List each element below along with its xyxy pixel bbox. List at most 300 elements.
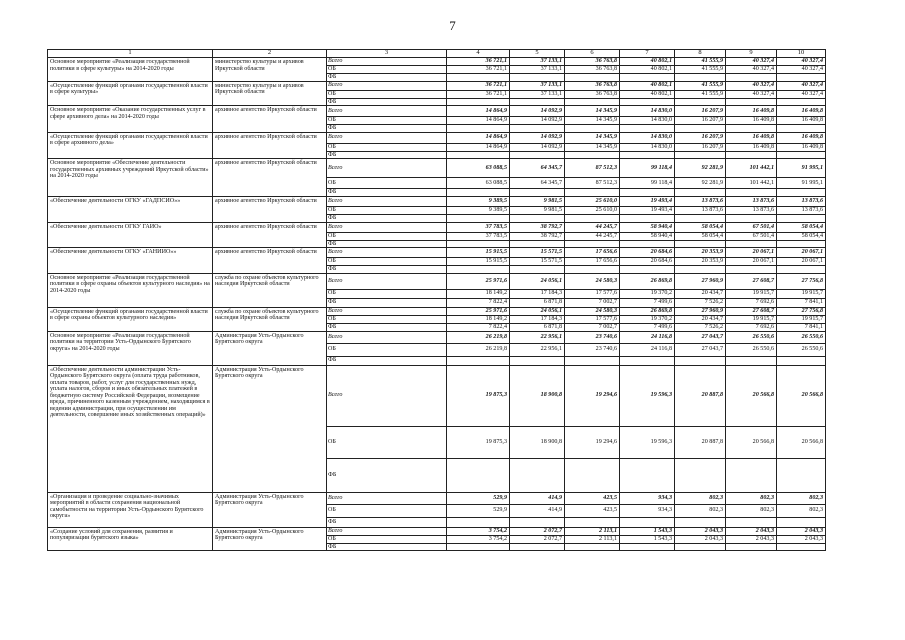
amount-cell: 16 409,8 xyxy=(726,117,777,125)
amount-cell: 19 915,7 xyxy=(777,315,826,323)
amount-cell: 26 550,6 xyxy=(726,331,777,343)
amount-cell: 414,9 xyxy=(510,492,565,504)
funding-source-total: Всего xyxy=(327,307,447,315)
amount-cell: 22 956,1 xyxy=(510,343,565,356)
amount-cell: 20 566,8 xyxy=(726,365,777,426)
amount-cell xyxy=(510,98,565,106)
amount-cell: 16 409,8 xyxy=(726,106,777,117)
amount-cell xyxy=(675,356,726,365)
amount-cell: 2 043,3 xyxy=(726,535,777,543)
amount-cell xyxy=(565,356,620,365)
amount-cell: 802,3 xyxy=(777,492,826,504)
amount-cell: 13 873,6 xyxy=(675,197,726,207)
funding-source-total: Всего xyxy=(327,492,447,504)
amount-cell: 18 900,8 xyxy=(510,365,565,426)
amount-cell: 40 327,4 xyxy=(777,66,826,74)
funding-source-total: Всего xyxy=(327,159,447,178)
page-number: 7 xyxy=(449,18,456,33)
funding-source-fb: ФБ xyxy=(327,266,447,274)
amount-cell: 1 543,3 xyxy=(620,535,675,543)
measure-name: «Обеспечение деятельности ОГКУ ГАИО» xyxy=(48,222,213,248)
amount-cell: 25 610,0 xyxy=(565,197,620,207)
funding-source-ob: ОБ xyxy=(327,66,447,74)
amount-cell: 7 499,6 xyxy=(620,298,675,307)
measure-name: Основное мероприятие «Обеспечение деятельности государственных архивных учреждений Иркутской области» на 2014-2020 годы xyxy=(48,159,213,197)
amount-cell: 67 501,4 xyxy=(726,232,777,240)
measure-name: «Осуществление функций органами государственной власти в сфере охраны объектов культурного наследия» xyxy=(48,307,213,331)
amount-cell: 17 577,6 xyxy=(565,315,620,323)
amount-cell: 92 281,9 xyxy=(675,178,726,189)
funding-source-fb: ФБ xyxy=(327,323,447,331)
amount-cell: 13 873,6 xyxy=(726,207,777,215)
amount-cell: 19 294,6 xyxy=(565,426,620,458)
amount-cell xyxy=(777,356,826,365)
amount-cell: 3 754,2 xyxy=(447,527,510,535)
amount-cell: 14 345,9 xyxy=(565,132,620,143)
amount-cell xyxy=(447,266,510,274)
executor-name: архивное агентство Иркутской области xyxy=(213,197,327,223)
amount-cell: 802,3 xyxy=(675,504,726,517)
amount-cell: 37 133,1 xyxy=(510,58,565,66)
funding-source-ob: ОБ xyxy=(327,289,447,298)
amount-cell: 6 871,8 xyxy=(510,298,565,307)
funding-source-ob: ОБ xyxy=(327,504,447,517)
amount-cell: 7 002,7 xyxy=(565,323,620,331)
amount-cell: 7 822,4 xyxy=(447,323,510,331)
amount-cell: 7 526,2 xyxy=(675,298,726,307)
amount-cell: 14 092,9 xyxy=(510,143,565,151)
column-number: 1 xyxy=(48,50,213,58)
amount-cell: 27 608,7 xyxy=(726,273,777,289)
amount-cell xyxy=(447,517,510,527)
amount-cell xyxy=(565,458,620,492)
amount-cell xyxy=(675,98,726,106)
amount-cell: 15 571,5 xyxy=(510,248,565,258)
funding-source-ob: ОБ xyxy=(327,535,447,543)
amount-cell: 802,3 xyxy=(726,504,777,517)
amount-cell xyxy=(777,215,826,223)
amount-cell: 37 783,5 xyxy=(447,232,510,240)
amount-cell: 9 981,5 xyxy=(510,197,565,207)
amount-cell: 529,9 xyxy=(447,504,510,517)
amount-cell: 18 149,2 xyxy=(447,315,510,323)
amount-cell: 101 442,1 xyxy=(726,159,777,178)
amount-cell xyxy=(675,151,726,159)
measure-name: Основное мероприятие «Реализация государственной политики на территории Усть-Ордынского Бурятского округа» на 2014-2020 годы xyxy=(48,331,213,365)
funding-source-fb: ФБ xyxy=(327,215,447,223)
amount-cell xyxy=(565,74,620,82)
amount-cell: 24 116,8 xyxy=(620,343,675,356)
amount-cell: 9 981,5 xyxy=(510,207,565,215)
amount-cell xyxy=(726,98,777,106)
amount-cell xyxy=(620,517,675,527)
amount-cell xyxy=(620,125,675,133)
amount-cell: 37 133,1 xyxy=(510,81,565,90)
measure-name: «Осуществление функций органами государственной власти в сфере культуры» xyxy=(48,81,213,106)
funding-source-fb: ФБ xyxy=(327,151,447,159)
amount-cell: 26 869,8 xyxy=(620,273,675,289)
measure-name: «Обеспечение деятельности ОГКУ «ГАНИИО»» xyxy=(48,248,213,274)
amount-cell: 36 763,8 xyxy=(565,81,620,90)
amount-cell xyxy=(726,266,777,274)
funding-source-ob: ОБ xyxy=(327,232,447,240)
amount-cell: 423,5 xyxy=(565,504,620,517)
amount-cell: 17 656,6 xyxy=(565,248,620,258)
amount-cell: 40 802,1 xyxy=(620,58,675,66)
amount-cell xyxy=(777,543,826,551)
amount-cell xyxy=(777,240,826,248)
amount-cell: 19 915,7 xyxy=(726,315,777,323)
amount-cell: 2 043,3 xyxy=(777,527,826,535)
amount-cell: 27 756,8 xyxy=(777,273,826,289)
amount-cell: 20 067,1 xyxy=(777,248,826,258)
amount-cell: 13 873,6 xyxy=(726,197,777,207)
amount-cell: 101 442,1 xyxy=(726,178,777,189)
amount-cell xyxy=(675,215,726,223)
funding-source-total: Всего xyxy=(327,248,447,258)
amount-cell: 14 864,9 xyxy=(447,132,510,143)
executor-name: архивное агентство Иркутской области xyxy=(213,222,327,248)
funding-source-fb: ФБ xyxy=(327,517,447,527)
amount-cell: 20 353,9 xyxy=(675,248,726,258)
amount-cell: 19 370,2 xyxy=(620,315,675,323)
amount-cell: 40 327,4 xyxy=(777,58,826,66)
amount-cell xyxy=(620,151,675,159)
amount-cell xyxy=(726,189,777,197)
amount-cell: 99 118,4 xyxy=(620,159,675,178)
executor-name: Администрация Усть-Ордынского Бурятского округа xyxy=(213,331,327,365)
funding-source-ob: ОБ xyxy=(327,207,447,215)
amount-cell: 38 792,7 xyxy=(510,232,565,240)
amount-cell: 40 327,4 xyxy=(726,90,777,98)
amount-cell: 24 116,8 xyxy=(620,331,675,343)
funding-source-ob: ОБ xyxy=(327,90,447,98)
funding-source-ob: ОБ xyxy=(327,426,447,458)
amount-cell xyxy=(447,458,510,492)
amount-cell: 14 864,9 xyxy=(447,106,510,117)
amount-cell: 7 499,6 xyxy=(620,323,675,331)
table-row-total xyxy=(48,132,826,143)
amount-cell xyxy=(620,266,675,274)
amount-cell: 36 721,1 xyxy=(447,90,510,98)
amount-cell: 7 002,7 xyxy=(565,298,620,307)
amount-cell xyxy=(510,458,565,492)
measure-name: «Осуществление функций органами государственной власти в сфере архивного дела» xyxy=(48,132,213,159)
column-number: 7 xyxy=(620,50,675,58)
amount-cell xyxy=(510,215,565,223)
amount-cell: 7 841,1 xyxy=(777,323,826,331)
table-row-total xyxy=(48,248,826,258)
amount-cell xyxy=(565,151,620,159)
amount-cell: 91 995,1 xyxy=(777,178,826,189)
amount-cell: 13 873,6 xyxy=(777,207,826,215)
table-row-total xyxy=(48,527,826,535)
amount-cell: 36 763,8 xyxy=(565,66,620,74)
amount-cell: 26 550,6 xyxy=(777,343,826,356)
funding-source-fb: ФБ xyxy=(327,298,447,307)
amount-cell: 19 915,7 xyxy=(726,289,777,298)
amount-cell xyxy=(565,215,620,223)
funding-source-total: Всего xyxy=(327,58,447,66)
table-row-total xyxy=(48,331,826,343)
amount-cell: 20 566,8 xyxy=(726,426,777,458)
column-number: 6 xyxy=(565,50,620,58)
amount-cell xyxy=(565,98,620,106)
amount-cell: 24 056,1 xyxy=(510,273,565,289)
amount-cell xyxy=(620,189,675,197)
amount-cell: 529,9 xyxy=(447,492,510,504)
amount-cell xyxy=(620,215,675,223)
amount-cell xyxy=(777,266,826,274)
amount-cell: 20 887,8 xyxy=(675,365,726,426)
amount-cell: 14 345,9 xyxy=(565,106,620,117)
amount-cell: 14 830,0 xyxy=(620,132,675,143)
amount-cell xyxy=(447,240,510,248)
amount-cell: 37 133,1 xyxy=(510,90,565,98)
amount-cell xyxy=(620,356,675,365)
amount-cell: 14 864,9 xyxy=(447,117,510,125)
column-number: 2 xyxy=(213,50,327,58)
measure-name: «Организация и проведение социально-значимых мероприятий в области сохранения национальной самобытности на территории Усть-Ордынского Бурятского округа» xyxy=(48,492,213,527)
amount-cell: 14 830,0 xyxy=(620,106,675,117)
amount-cell: 20 566,8 xyxy=(777,365,826,426)
amount-cell: 14 092,9 xyxy=(510,117,565,125)
amount-cell xyxy=(675,458,726,492)
amount-cell xyxy=(565,543,620,551)
funding-source-total: Всего xyxy=(327,527,447,535)
funding-source-fb: ФБ xyxy=(327,98,447,106)
executor-name: служба по охране объектов культурного наследия Иркутской области xyxy=(213,307,327,331)
amount-cell: 20 684,6 xyxy=(620,248,675,258)
amount-cell: 7 526,2 xyxy=(675,323,726,331)
amount-cell: 44 245,7 xyxy=(565,232,620,240)
table-body xyxy=(48,50,826,551)
amount-cell xyxy=(726,125,777,133)
amount-cell: 17 656,6 xyxy=(565,258,620,266)
table-row-total xyxy=(48,81,826,90)
amount-cell: 20 067,1 xyxy=(777,258,826,266)
amount-cell xyxy=(447,98,510,106)
amount-cell: 2 072,7 xyxy=(510,535,565,543)
amount-cell: 58 054,4 xyxy=(777,222,826,232)
amount-cell xyxy=(620,74,675,82)
amount-cell xyxy=(777,458,826,492)
amount-cell: 27 756,8 xyxy=(777,307,826,315)
amount-cell xyxy=(565,266,620,274)
amount-cell: 19 493,4 xyxy=(620,207,675,215)
amount-cell: 7 692,6 xyxy=(726,323,777,331)
executor-name: министерство культуры и архивов Иркутской области xyxy=(213,81,327,106)
amount-cell xyxy=(620,240,675,248)
amount-cell: 24 056,1 xyxy=(510,307,565,315)
amount-cell: 14 864,9 xyxy=(447,143,510,151)
column-number-row xyxy=(48,50,826,58)
amount-cell: 40 327,4 xyxy=(726,66,777,74)
funding-source-fb: ФБ xyxy=(327,356,447,365)
amount-cell: 9 389,5 xyxy=(447,197,510,207)
amount-cell: 16 409,8 xyxy=(777,143,826,151)
amount-cell: 41 555,9 xyxy=(675,66,726,74)
amount-cell: 36 721,1 xyxy=(447,81,510,90)
amount-cell: 27 960,9 xyxy=(675,307,726,315)
amount-cell: 15 571,5 xyxy=(510,258,565,266)
amount-cell: 17 184,3 xyxy=(510,289,565,298)
amount-cell: 7 692,6 xyxy=(726,298,777,307)
executor-name: архивное агентство Иркутской области xyxy=(213,106,327,133)
amount-cell: 14 830,0 xyxy=(620,143,675,151)
amount-cell xyxy=(510,266,565,274)
amount-cell: 25 971,6 xyxy=(447,273,510,289)
table-row-total xyxy=(48,58,826,66)
amount-cell: 63 088,5 xyxy=(447,178,510,189)
funding-source-fb: ФБ xyxy=(327,543,447,551)
amount-cell xyxy=(726,517,777,527)
amount-cell: 40 327,4 xyxy=(777,81,826,90)
funding-source-total: Всего xyxy=(327,331,447,343)
funding-source-ob: ОБ xyxy=(327,343,447,356)
amount-cell xyxy=(510,151,565,159)
funding-source-fb: ФБ xyxy=(327,74,447,82)
amount-cell: 91 995,1 xyxy=(777,159,826,178)
amount-cell xyxy=(447,356,510,365)
funding-source-fb: ФБ xyxy=(327,240,447,248)
amount-cell: 19 875,3 xyxy=(447,365,510,426)
amount-cell: 41 555,9 xyxy=(675,90,726,98)
amount-cell xyxy=(777,189,826,197)
measure-name: «Создание условий для сохранения, развития и популяризации бурятского языка» xyxy=(48,527,213,551)
amount-cell: 16 207,9 xyxy=(675,132,726,143)
amount-cell: 17 184,3 xyxy=(510,315,565,323)
amount-cell xyxy=(620,98,675,106)
budget-table xyxy=(47,49,826,551)
column-number: 3 xyxy=(327,50,447,58)
amount-cell xyxy=(675,189,726,197)
amount-cell: 20 684,6 xyxy=(620,258,675,266)
amount-cell xyxy=(510,125,565,133)
amount-cell: 16 409,8 xyxy=(777,132,826,143)
amount-cell: 40 802,1 xyxy=(620,81,675,90)
funding-source-ob: ОБ xyxy=(327,315,447,323)
amount-cell: 40 802,1 xyxy=(620,90,675,98)
amount-cell: 15 915,5 xyxy=(447,248,510,258)
amount-cell: 64 345,7 xyxy=(510,178,565,189)
column-number: 8 xyxy=(675,50,726,58)
amount-cell: 36 763,8 xyxy=(565,58,620,66)
executor-name: архивное агентство Иркутской области xyxy=(213,159,327,197)
amount-cell xyxy=(565,240,620,248)
table-row-total xyxy=(48,492,826,504)
amount-cell: 25 971,6 xyxy=(447,307,510,315)
executor-name: архивное агентство Иркутской области xyxy=(213,132,327,159)
amount-cell xyxy=(777,151,826,159)
amount-cell xyxy=(565,125,620,133)
amount-cell: 58 054,4 xyxy=(675,222,726,232)
measure-name: «Обеспечение деятельности ОГКУ «ГАДПСИО»» xyxy=(48,197,213,223)
amount-cell: 26 550,6 xyxy=(726,343,777,356)
amount-cell: 2 113,1 xyxy=(565,527,620,535)
amount-cell: 58 054,4 xyxy=(675,232,726,240)
amount-cell xyxy=(675,74,726,82)
column-number: 9 xyxy=(726,50,777,58)
funding-source-ob: ОБ xyxy=(327,178,447,189)
table-row-total xyxy=(48,273,826,289)
amount-cell: 41 555,9 xyxy=(675,58,726,66)
executor-name: Администрация Усть-Ордынского Бурятского округа xyxy=(213,527,327,551)
amount-cell: 20 434,7 xyxy=(675,289,726,298)
amount-cell xyxy=(726,240,777,248)
amount-cell xyxy=(447,215,510,223)
amount-cell: 6 871,8 xyxy=(510,323,565,331)
amount-cell: 20 067,1 xyxy=(726,258,777,266)
amount-cell: 16 207,9 xyxy=(675,143,726,151)
amount-cell xyxy=(510,517,565,527)
amount-cell: 27 608,7 xyxy=(726,307,777,315)
table-row-total xyxy=(48,197,826,207)
amount-cell: 7 841,1 xyxy=(777,298,826,307)
amount-cell: 3 754,2 xyxy=(447,535,510,543)
amount-cell: 44 245,7 xyxy=(565,222,620,232)
measure-name: Основное мероприятие «Реализация государственной политики в сфере культуры» на 2014-2020 годы xyxy=(48,58,213,82)
amount-cell: 22 956,1 xyxy=(510,331,565,343)
column-number: 10 xyxy=(777,50,826,58)
amount-cell: 934,3 xyxy=(620,504,675,517)
amount-cell xyxy=(726,151,777,159)
funding-source-ob: ОБ xyxy=(327,117,447,125)
table-row-total xyxy=(48,106,826,117)
funding-source-total: Всего xyxy=(327,132,447,143)
amount-cell: 14 092,9 xyxy=(510,106,565,117)
amount-cell xyxy=(675,125,726,133)
amount-cell: 15 915,5 xyxy=(447,258,510,266)
amount-cell xyxy=(726,74,777,82)
amount-cell xyxy=(565,517,620,527)
executor-name: министерство культуры и архивов Иркутской области xyxy=(213,58,327,82)
amount-cell xyxy=(510,240,565,248)
amount-cell: 26 869,8 xyxy=(620,307,675,315)
table-row-total xyxy=(48,222,826,232)
amount-cell xyxy=(510,543,565,551)
amount-cell xyxy=(675,266,726,274)
amount-cell: 2 043,3 xyxy=(675,535,726,543)
amount-cell: 802,3 xyxy=(777,504,826,517)
amount-cell: 14 345,9 xyxy=(565,143,620,151)
amount-cell xyxy=(510,74,565,82)
amount-cell: 26 219,8 xyxy=(447,343,510,356)
amount-cell: 58 940,4 xyxy=(620,232,675,240)
funding-source-total: Всего xyxy=(327,222,447,232)
amount-cell: 37 133,1 xyxy=(510,66,565,74)
amount-cell: 14 092,9 xyxy=(510,132,565,143)
funding-source-fb: ФБ xyxy=(327,189,447,197)
amount-cell: 16 207,9 xyxy=(675,117,726,125)
table-row-total xyxy=(48,307,826,315)
amount-cell: 2 072,7 xyxy=(510,527,565,535)
funding-source-total: Всего xyxy=(327,81,447,90)
amount-cell: 423,5 xyxy=(565,492,620,504)
amount-cell: 2 043,3 xyxy=(777,535,826,543)
amount-cell: 1 543,3 xyxy=(620,527,675,535)
amount-cell xyxy=(777,125,826,133)
amount-cell xyxy=(777,98,826,106)
amount-cell: 802,3 xyxy=(726,492,777,504)
amount-cell: 40 327,4 xyxy=(777,90,826,98)
amount-cell: 58 054,4 xyxy=(777,232,826,240)
amount-cell: 27 960,9 xyxy=(675,273,726,289)
amount-cell: 13 873,6 xyxy=(777,197,826,207)
table-row-total xyxy=(48,159,826,178)
amount-cell: 16 409,8 xyxy=(726,132,777,143)
amount-cell xyxy=(777,517,826,527)
